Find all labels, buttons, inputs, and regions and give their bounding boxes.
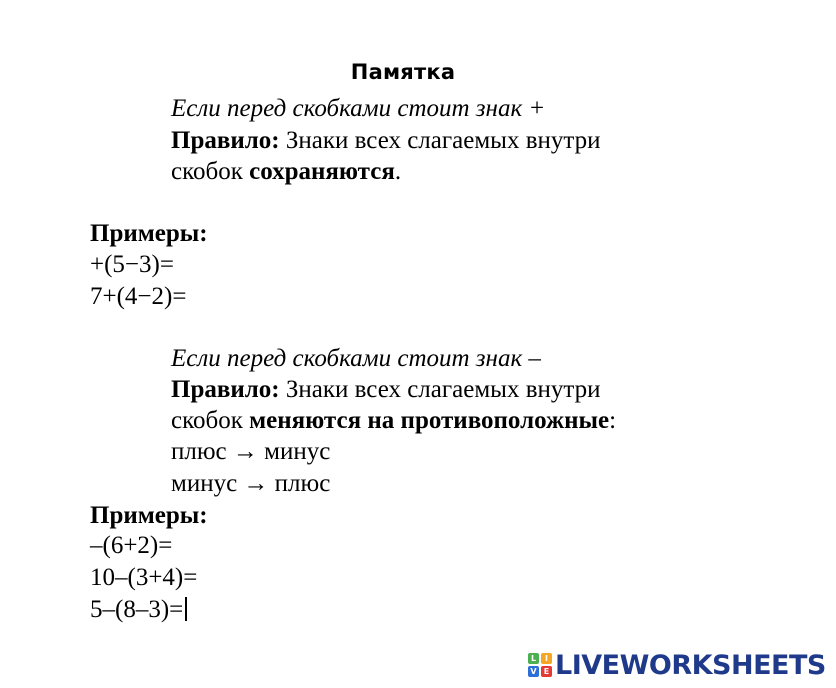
example-minus-3-row bbox=[90, 593, 197, 625]
plus-to-minus-line: плюс → минус bbox=[171, 438, 331, 465]
example-plus-2: 7+(4−2)= bbox=[90, 283, 187, 310]
plus-rule-line1 bbox=[171, 125, 600, 156]
liveworksheets-logo bbox=[528, 648, 826, 682]
plus-rule-line2-post: . bbox=[394, 158, 402, 185]
plus-rule-line2-pre: скобок bbox=[171, 158, 250, 185]
example-minus-2: 10–(3+4)= bbox=[90, 564, 198, 591]
liveworksheets-logo-text: LIVEWORKSHEETS bbox=[555, 649, 826, 681]
minus-rule-line1 bbox=[171, 374, 600, 405]
logo-letter-v: V bbox=[528, 666, 539, 677]
minus-rule-line2-post: : bbox=[609, 407, 617, 434]
plus-rule-label: Правило: bbox=[171, 127, 280, 154]
plus-rule-text: Знаки всех слагаемых внутри bbox=[279, 127, 601, 154]
example-minus-1: –(6+2)= bbox=[90, 532, 173, 559]
plus-rule-keyword: сохраняются bbox=[249, 158, 395, 185]
plus-rule-line2 bbox=[171, 156, 401, 187]
logo-letter-l: L bbox=[528, 653, 539, 664]
example-minus-3: 5–(8–3)= bbox=[90, 596, 184, 623]
plus-rule-heading: Если перед скобками стоит знак + bbox=[171, 95, 546, 122]
minus-rule-line2 bbox=[171, 405, 616, 436]
logo-letter-i: I bbox=[541, 653, 552, 664]
liveworksheets-logo-icon bbox=[528, 653, 552, 677]
page-title: Памятка bbox=[350, 60, 456, 84]
minus-rule-line2-pre: скобок bbox=[171, 407, 250, 434]
example-plus-1: +(5−3)= bbox=[90, 251, 174, 278]
minus-rule-keyword: меняются на противоположные bbox=[249, 407, 610, 434]
minus-rule-text: Знаки всех слагаемых внутри bbox=[279, 376, 601, 403]
examples-plus-heading: Примеры: bbox=[90, 220, 208, 247]
answer-input-cursor[interactable] bbox=[185, 597, 197, 621]
logo-letter-e: E bbox=[541, 666, 552, 677]
examples-minus-heading: Примеры: bbox=[90, 502, 208, 529]
minus-rule-heading: Если перед скобками стоит знак – bbox=[171, 345, 541, 372]
minus-rule-label: Правило: bbox=[171, 376, 280, 403]
minus-to-plus-line: минус → плюс bbox=[171, 470, 331, 497]
